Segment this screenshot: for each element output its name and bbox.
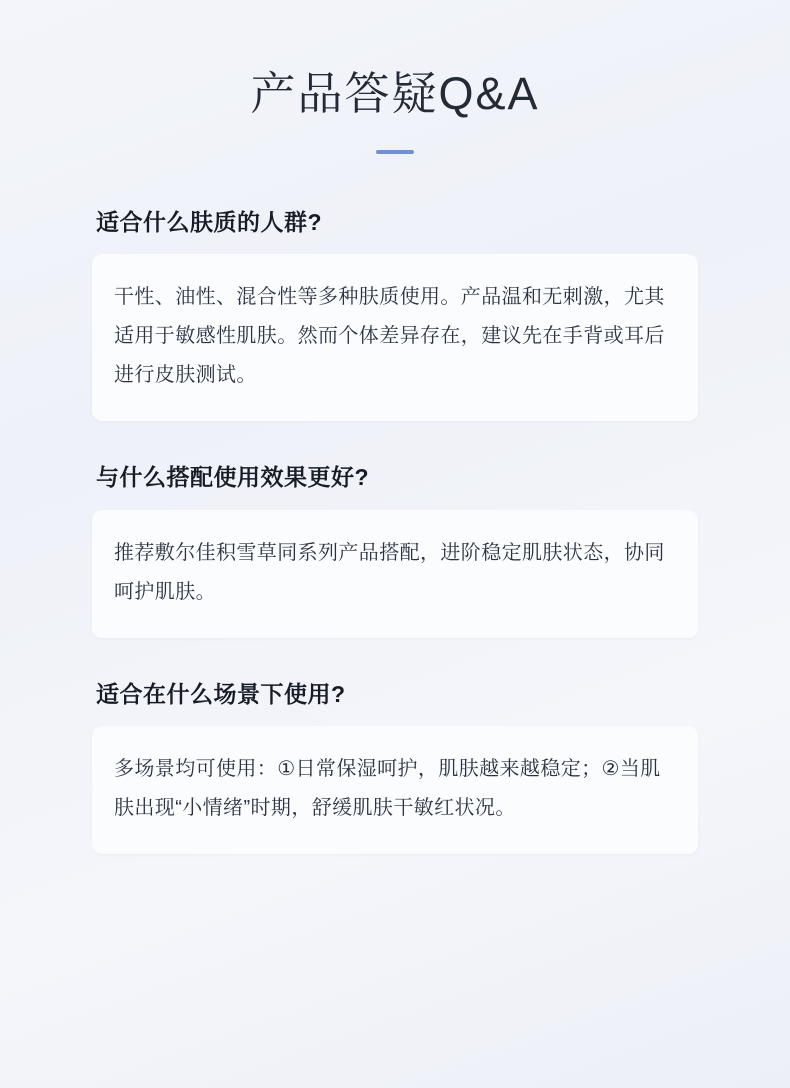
qa-list [92, 206, 698, 854]
qa-item [92, 206, 698, 421]
qa-answer-card [92, 510, 698, 638]
qa-item [92, 461, 698, 637]
qa-answer-text: 多场景均可使用：①日常保湿呵护，肌肤越来越稳定；②当肌肤出现“小情绪”时期，舒缓肌肤干敏红状况。 [114, 757, 661, 819]
qa-item [92, 678, 698, 854]
qa-question: 与什么搭配使用效果更好? [96, 464, 370, 491]
accent-rule [376, 150, 414, 154]
qa-answer-text: 干性、油性、混合性等多种肤质使用。产品温和无刺激，尤其适用于敏感性肌肤。然而个体差异存在，建议先在手背或耳后进行皮肤测试。 [114, 286, 665, 387]
qa-answer-card [92, 726, 698, 854]
qa-answer-text: 推荐敷尔佳积雪草同系列产品搭配，进阶稳定肌肤状态，协同呵护肌肤。 [114, 541, 665, 603]
qa-answer-card [92, 254, 698, 421]
qa-question: 适合什么肤质的人群? [96, 209, 323, 236]
page-title: 产品答疑Q&A [250, 68, 540, 119]
title-divider [92, 150, 698, 154]
qa-question: 适合在什么场景下使用? [96, 680, 346, 707]
